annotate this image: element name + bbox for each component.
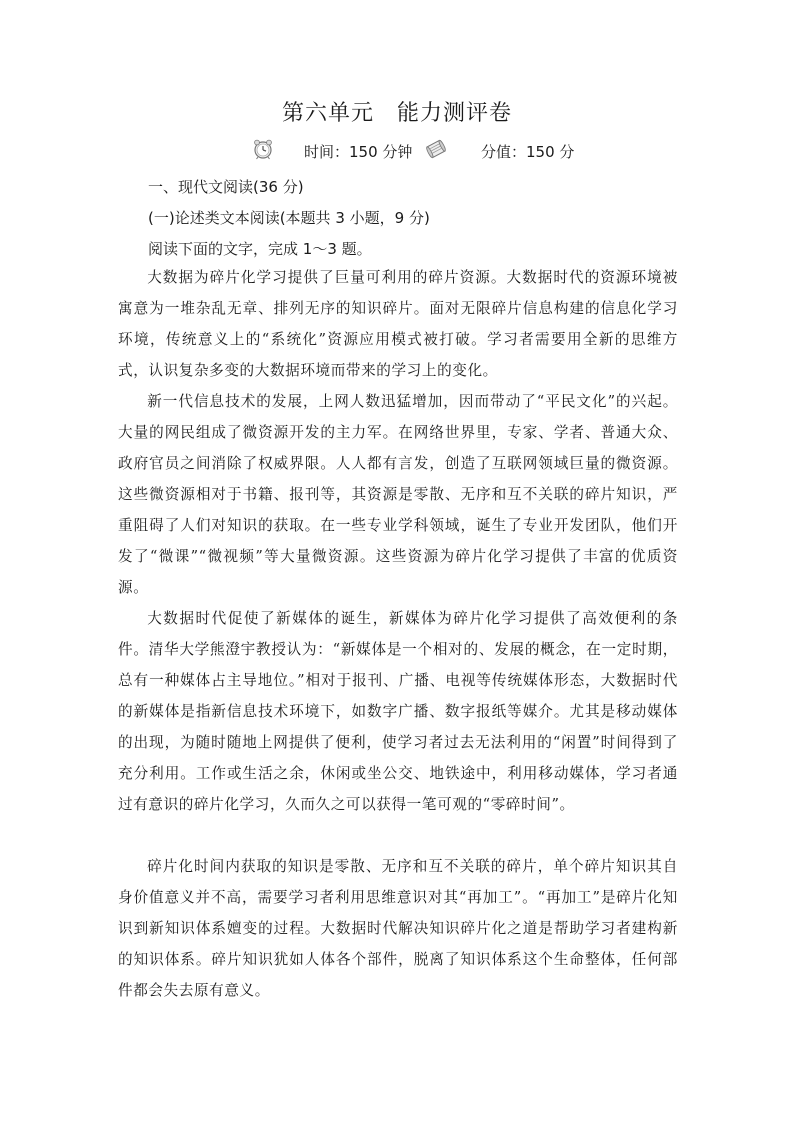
exam-meta [0, 138, 794, 164]
passage-paragraph: 大数据为碎片化学习提供了巨量可利用的碎片资源。大数据时代的资源环境被寓意为一堆杂乱无章、排列无序的知识碎片。面对无限碎片信息构建的信息化学习环境，传统意义上的“系统化”资源应用模式被打破。学习者需要用全新的思维方式，认识复杂多变的大数据环境而带来的学习上的变化。 [118, 269, 678, 379]
time-label: 时间：150 分钟 [304, 143, 413, 161]
page-title: 第六单元 能力测评卷 [281, 101, 512, 126]
score-label: 分值：150 分 [481, 143, 575, 161]
subsection-heading: (一)论述类文本阅读(本题共 3 小题，9 分) [148, 209, 430, 227]
passage-paragraph: 碎片化时间内获取的知识是零散、无序和互不关联的碎片，单个碎片知识其自身价值意义并不高，需要学习者利用思维意识对其“再加工”。“再加工”是碎片化知识到新知识体系嬗变的过程。大数据时代解决知识碎片化之道是帮助学习者建构新的知识体系。碎片知识犹如人体各个部件，脱离了知识体系这个生命整体，任何部件都会失去原有意义。 [118, 858, 678, 999]
passage-paragraph: 新一代信息技术的发展，上网人数迅猛增加，因而带动了“平民文化”的兴起。大量的网民组成了微资源开发的主力军。在网络世界里，专家、学者、普通大众、政府官员之间消除了权威界限。人人都有言发，创造了互联网领域巨量的微资源。这些微资源相对于书籍、报刊等，其资源是零散、无序和互不关联的碎片知识，严重阻碍了人们对知识的获取。在一些专业学科领域，诞生了专业开发团队，他们开发了“微课”“微视频”等大量微资源。这些资源为碎片化学习提供了丰富的优质资源。 [118, 393, 678, 596]
reading-instruction: 阅读下面的文字，完成 1～3 题。 [148, 240, 372, 258]
passage-paragraph: 大数据时代促使了新媒体的诞生，新媒体为碎片化学习提供了高效便利的条件。清华大学熊澄宇教授认为：“新媒体是一个相对的、发展的概念，在一定时期，总有一种媒体占主导地位。”相对于报刊、广播、电视等传统媒体形态，大数据时代的新媒体是指新信息技术环境下，如数字广播、数字报纸等媒介。尤其是移动媒体的出现，为随时随地上网提供了便利，使学习者过去无法利用的“闲置”时间得到了充分利用。工作或生活之余，休闲或坐公交、地铁途中，利用移动媒体，学习者通过有意识的碎片化学习，久而久之可以获得一笔可观的“零碎时间”。 [118, 610, 678, 813]
clock-icon [252, 138, 274, 160]
scroll-icon [425, 138, 447, 160]
section-heading: 一、现代文阅读(36 分) [148, 178, 304, 196]
